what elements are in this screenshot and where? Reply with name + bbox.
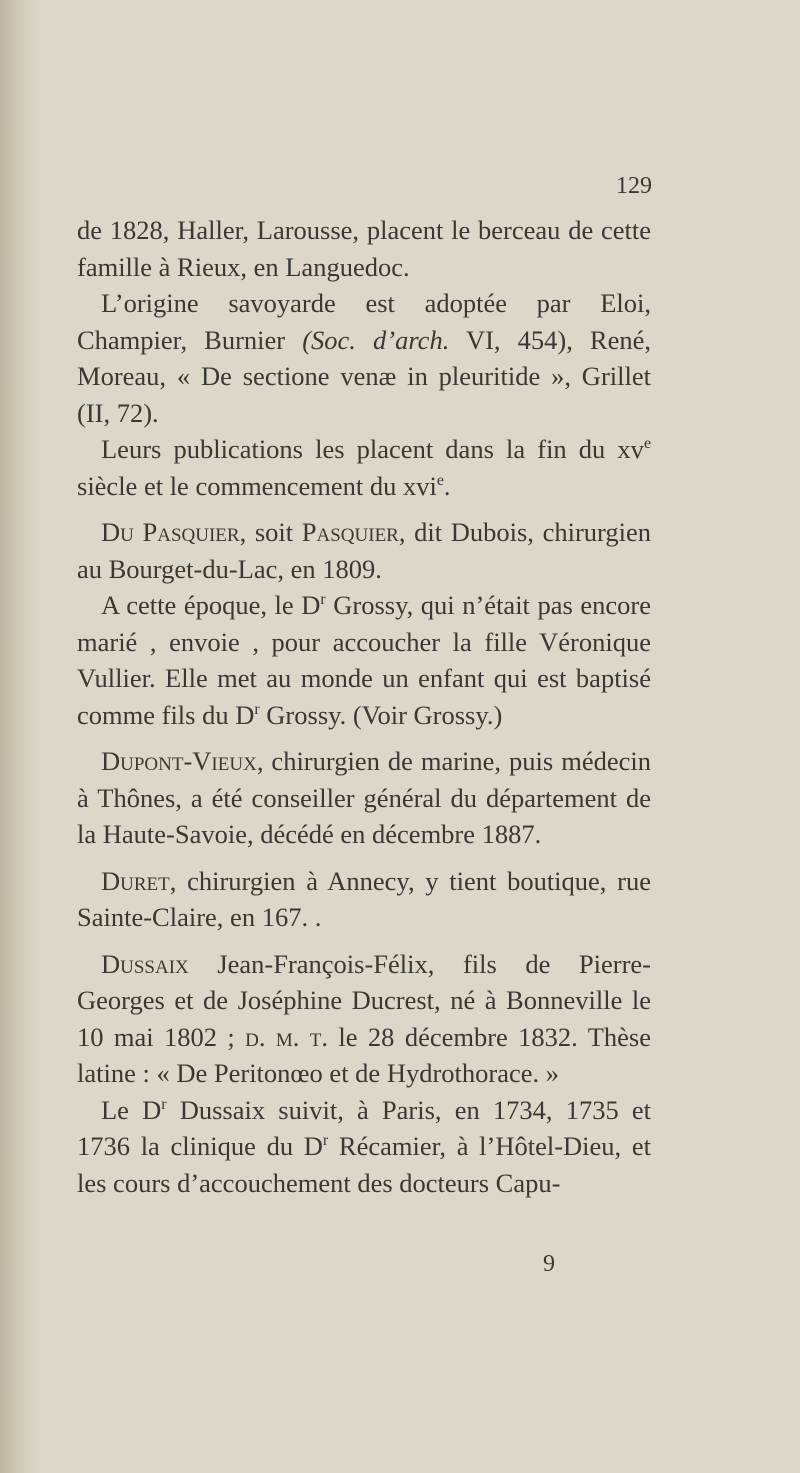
entry-dussaix-name: Dussaix (101, 948, 189, 979)
paragraph-5-sup-2: r (254, 700, 260, 718)
paragraph-3-sup-2: e (436, 471, 444, 489)
entry-dussaix (77, 946, 651, 1092)
entry-duret-text: , chirurgien à Annecy, y tient boutique, rue Sainte-Claire, en 167. . (77, 865, 651, 932)
paragraph-5-text-c: Grossy. (Voir Grossy.) (259, 699, 503, 730)
entry-du-pasquier-alt-name: Pasquier (301, 517, 399, 547)
entry-dussaix-degree-abbr: d. m. t. (245, 1021, 329, 1052)
paragraph-9-sup-2: r (322, 1132, 329, 1150)
paragraph-2-text-b: VI, 454), René, Moreau, « De sectione venæ in pleuritide », Grillet (II, 72). (77, 324, 651, 428)
paragraph-3-sup-1: e (643, 435, 651, 453)
paragraph-5 (77, 587, 651, 733)
entry-du-pasquier-text-a: , soit (239, 517, 302, 547)
paragraph-9-text-c: Récamier, à l’Hôtel-Dieu, et les cours d’accouchement des docteurs Capu- (77, 1131, 652, 1198)
paragraph-3-text-c: . (443, 470, 451, 501)
paragraph-2 (77, 285, 651, 431)
paragraph-5-text-a: A cette époque, le D (101, 590, 321, 620)
entry-dussaix-text-b: le 28 décembre 1832. Thèse latine : « De Peritonœo et de Hydrothorace. » (77, 1021, 651, 1088)
entry-du-pasquier (77, 514, 651, 587)
paragraph-5-sup-1: r (320, 591, 326, 609)
entry-dupont-vieux-text: , chirurgien de marine, puis médecin à Thônes, a été conseiller général du département de la Haute-Savoie, décédé en décembre 1887. (77, 746, 651, 849)
paragraph-9-text-b: Dussaix suivit, à Paris, en 1734, 1735 et 1736 la clinique du D (77, 1094, 651, 1161)
paragraph-9-sup-1: r (161, 1095, 167, 1113)
paragraph-9-text-a: Le D (101, 1094, 162, 1125)
entry-dussaix-text-a: Jean-François-Félix, fils de Pierre-Georges et de Joséphine Ducrest, né à Bonneville le 10 mai 1802 ; (77, 948, 651, 1052)
entry-duret-name: Duret (101, 865, 170, 896)
signature-mark: 9 (543, 1251, 555, 1277)
paragraph-2-citation: (Soc. d’arch. (302, 324, 450, 355)
page-number: 129 (616, 173, 652, 199)
paragraph-5-text-b: Grossy, qui n’était pas encore marié , envoie , pour accoucher la fille Véronique Vullier. Elle met au monde un enfant qui est baptisé comme fils du D (77, 590, 651, 730)
paragraph-3 (77, 431, 651, 504)
paragraph-1-text: de 1828, Haller, Larousse, placent le berceau de cette famille à Rieux, en Languedoc. (77, 215, 651, 282)
entry-dupont-vieux (77, 743, 651, 853)
entry-duret (77, 863, 651, 936)
paragraph-1 (77, 212, 651, 285)
paragraph-3-text-a: Leurs publications les placent dans la fin du xv (101, 434, 644, 464)
entry-du-pasquier-text-b: , dit Dubois, chirurgien au Bourget-du-Lac, en 1809. (77, 517, 651, 584)
entry-du-pasquier-name: Du Pasquier (101, 517, 240, 547)
entry-dupont-vieux-name: Dupont-Vieux (101, 746, 257, 776)
page-body (77, 168, 651, 1201)
paragraph-2-text-a: L’origine savoyarde est adoptée par Eloi, Champier, Burnier (77, 288, 651, 355)
paragraph-3-text-b: siècle et le commencement du xvi (77, 470, 437, 501)
paragraph-9 (77, 1092, 651, 1202)
page-binding-edge (0, 0, 40, 1473)
